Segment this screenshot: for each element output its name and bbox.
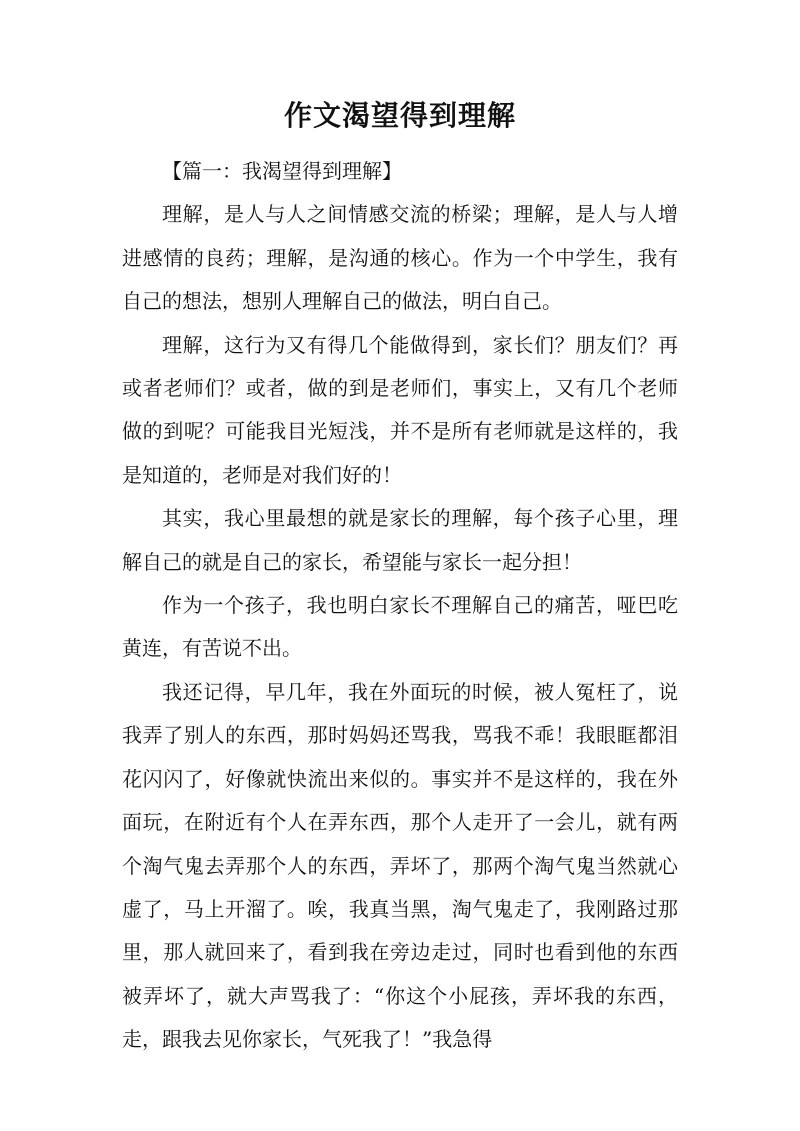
paragraph: 我还记得，早几年，我在外面玩的时候，被人冤枉了，说我弄了别人的东西，那时妈妈还骂我，骂我不乖！我眼眶都泪花闪闪了，好像就快流出来似的。事实并不是这样的，我在外面玩，在附近有个人在弄东西，那个人走开了一会儿，就有两个淘气鬼去弄那个人的东西，弄坏了，那两个淘气鬼当然就心虚了，马上开溜了。唉，我真当黑，淘气鬼走了，我刚路过那里，那人就回来了，看到我在旁边走过，同时也看到他的东西被弄坏了，就大声骂我了：“你这个小屁孩，弄坏我的东西，走，跟我去见你家长，气死我了！”我急得 [122, 679, 678, 1052]
section-heading: 【篇一：我渴望得到理解】 [162, 159, 402, 183]
paragraph: 其实，我心里最想的就是家长的理解，每个孩子心里，理解自己的就是自己的家长，希望能与家长一起分担！ [122, 506, 678, 574]
document-title: 作文渴望得到理解 [283, 99, 516, 132]
paragraph: 作为一个孩子，我也明白家长不理解自己的痛苦，哑巴吃黄连，有苦说不出。 [122, 593, 678, 661]
document-body [122, 150, 678, 1062]
paragraph: 理解，是人与人之间情感交流的桥梁；理解，是人与人增进感情的良药；理解，是沟通的核心。作为一个中学生，我有自己的想法，想别人理解自己的做法，明白自己。 [122, 202, 678, 314]
paragraph: 理解，这行为又有得几个能做得到，家长们？朋友们？再或者老师们？或者，做的到是老师们，事实上，又有几个老师做的到呢？可能我目光短浅，并不是所有老师就是这样的，我是知道的，老师是对我们好的！ [122, 332, 678, 487]
